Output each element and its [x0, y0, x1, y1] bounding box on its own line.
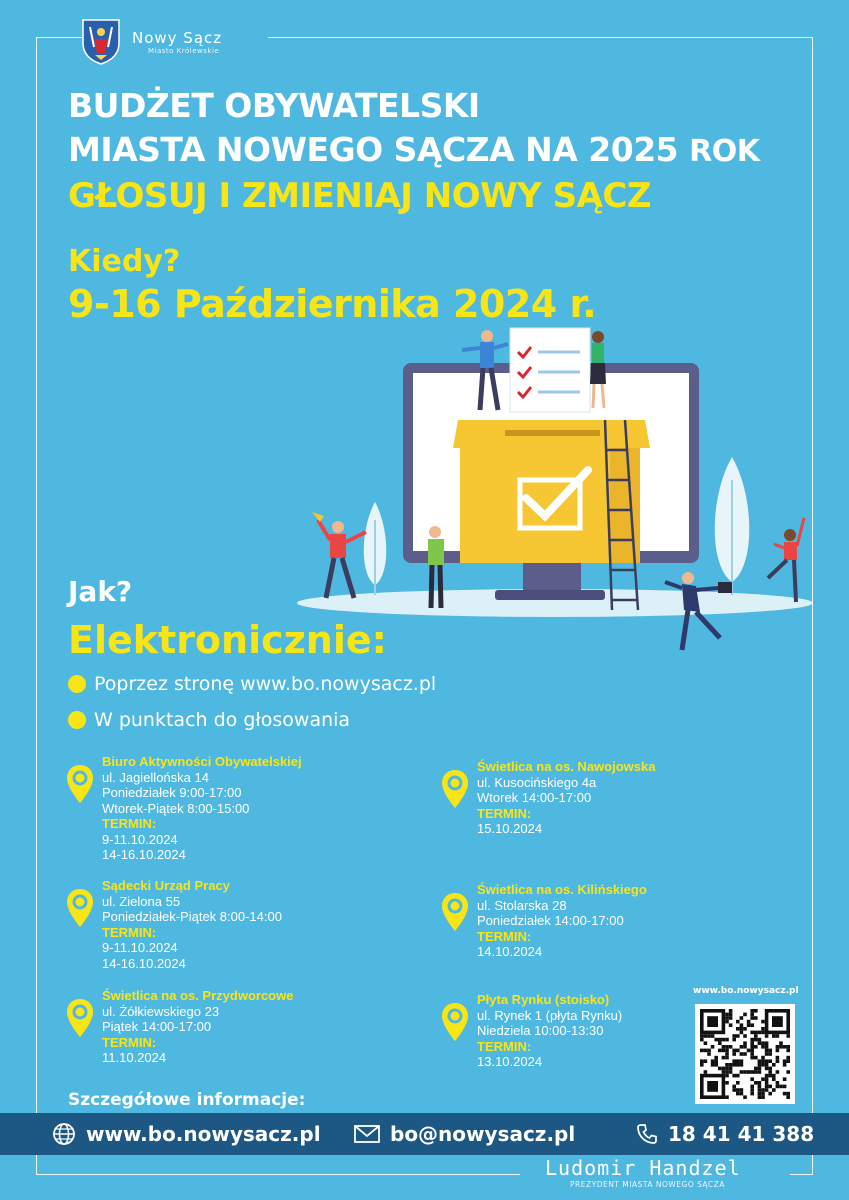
- details-label: Szczegółowe informacje:: [68, 1090, 306, 1110]
- term-date: 9-11.10.2024: [102, 831, 178, 847]
- map-pin-icon: [66, 764, 94, 804]
- ballot-box-side: [610, 448, 640, 563]
- qr-code-graphic: [700, 1009, 790, 1099]
- location-biuro: [66, 754, 302, 863]
- monitor-base: [495, 590, 605, 600]
- person-cheering: [768, 518, 804, 602]
- city-crest-icon: [80, 17, 122, 65]
- footer-email-text: bo@nowysacz.pl: [390, 1122, 576, 1146]
- term-date: 14.10.2024: [477, 944, 543, 959]
- term-label: TERMIN:: [102, 816, 157, 831]
- logo-city-name: Nowy Sącz: [132, 29, 223, 47]
- footer-phone[interactable]: [636, 1122, 814, 1146]
- title-line-2-main: MIASTA NOWEGO SĄCZA NA 2025: [68, 130, 679, 169]
- location-line: Piątek 14:00-17:00: [102, 1019, 212, 1034]
- tree-left: [364, 502, 387, 595]
- location-line: ul. Jagiellońska 14: [102, 769, 209, 785]
- map-pin-icon: [66, 998, 94, 1038]
- logo-subtitle: Miasto Królewskie: [148, 47, 220, 55]
- page-title: [68, 84, 759, 174]
- bullet-text: W punktach do głosowania: [94, 709, 351, 731]
- location-line: Wtorek-Piątek 8:00-15:00: [102, 800, 250, 816]
- envelope-icon: [354, 1124, 380, 1144]
- when-label: Kiedy?: [68, 244, 181, 279]
- footer-phone-text: 18 41 41 388: [668, 1122, 815, 1146]
- bullet-dot: [68, 711, 86, 729]
- term-date: 14-16.10.2024: [102, 847, 186, 862]
- term-date: 14-16.10.2024: [102, 955, 186, 971]
- city-logo: [80, 17, 222, 65]
- bullet-dot: [68, 675, 86, 693]
- term-date: 9-11.10.2024: [102, 940, 178, 955]
- footer-website[interactable]: [52, 1122, 321, 1146]
- term-label: TERMIN:: [102, 924, 157, 940]
- location-name: Świetlica na os. Nawojowska: [477, 759, 656, 774]
- qr-url: www.bo.nowysacz.pl: [693, 986, 799, 996]
- monitor-stand: [523, 563, 581, 593]
- location-nawojowska: [441, 759, 655, 837]
- signature-name: Ludomir Handzel: [545, 1156, 741, 1180]
- location-line: ul. Żółkiewskiego 23: [102, 1003, 220, 1019]
- term-label: TERMIN:: [477, 928, 532, 944]
- location-line: ul. Zielona 55: [102, 893, 181, 909]
- term-date: 13.10.2024: [477, 1054, 543, 1069]
- location-line: Niedziela 10:00-13:30: [477, 1023, 604, 1038]
- term-label: TERMIN:: [102, 1034, 157, 1050]
- bullet-points: [68, 709, 350, 731]
- location-line: Poniedziałek 9:00-17:00: [102, 785, 242, 800]
- location-line: ul. Stolarska 28: [477, 897, 567, 913]
- slogan: GŁOSUJ I ZMIENIAJ NOWY SĄCZ: [68, 176, 651, 216]
- ballot-slot: [505, 430, 600, 436]
- footer-bar: [0, 1113, 849, 1155]
- location-line: Wtorek 14:00-17:00: [477, 790, 592, 805]
- bullet-text: Poprzez stronę www.bo.nowysacz.pl: [94, 673, 437, 695]
- phone-icon: [636, 1123, 658, 1145]
- footer-website-text: www.bo.nowysacz.pl: [86, 1122, 321, 1146]
- globe-icon: [52, 1122, 76, 1146]
- qr-code-icon[interactable]: [695, 1004, 795, 1104]
- location-plyta-rynku: [441, 992, 622, 1070]
- title-line-2-small: ROK: [689, 134, 760, 169]
- how-label: Jak?: [68, 575, 133, 608]
- location-kilinskiego: [441, 882, 647, 960]
- person-megaphone: [312, 512, 366, 598]
- location-name: Biuro Aktywności Obywatelskiej: [102, 754, 302, 769]
- tree-right: [715, 457, 750, 595]
- location-line: Poniedziałek 14:00-17:00: [477, 913, 624, 928]
- location-urzad-pracy: [66, 878, 282, 971]
- voting-illustration: [290, 320, 830, 660]
- title-line-1: BUDŻET OBYWATELSKI: [68, 86, 480, 125]
- location-name: Świetlica na os. Kilińskiego: [477, 882, 647, 897]
- term-label: TERMIN:: [477, 805, 532, 821]
- term-date: 15.10.2024: [477, 821, 543, 836]
- map-pin-icon: [441, 769, 469, 809]
- location-name: Sądecki Urząd Pracy: [102, 878, 230, 893]
- term-label: TERMIN:: [477, 1038, 532, 1054]
- location-name: Świetlica na os. Przydworcowe: [102, 988, 294, 1003]
- map-pin-icon: [441, 1002, 469, 1042]
- map-pin-icon: [66, 888, 94, 928]
- location-line: ul. Rynek 1 (płyta Rynku): [477, 1007, 623, 1023]
- ballot-paper: [510, 328, 590, 412]
- footer-email[interactable]: [354, 1122, 575, 1146]
- location-name: Płyta Rynku (stoisko): [477, 992, 610, 1007]
- map-pin-icon: [441, 892, 469, 932]
- location-przydworcowe: [66, 988, 293, 1066]
- bullet-website: [68, 673, 436, 695]
- location-line: ul. Kusocińskiego 4a: [477, 774, 597, 790]
- when-date: 9-16 Października 2024 r.: [68, 282, 597, 326]
- title-line-2: [68, 128, 759, 174]
- signature-role: PREZYDENT MIASTA NOWEGO SĄCZA: [570, 1180, 725, 1189]
- location-line: Poniedziałek-Piątek 8:00-14:00: [102, 909, 282, 924]
- how-value: Elektronicznie:: [68, 618, 387, 662]
- term-date: 11.10.2024: [102, 1050, 167, 1065]
